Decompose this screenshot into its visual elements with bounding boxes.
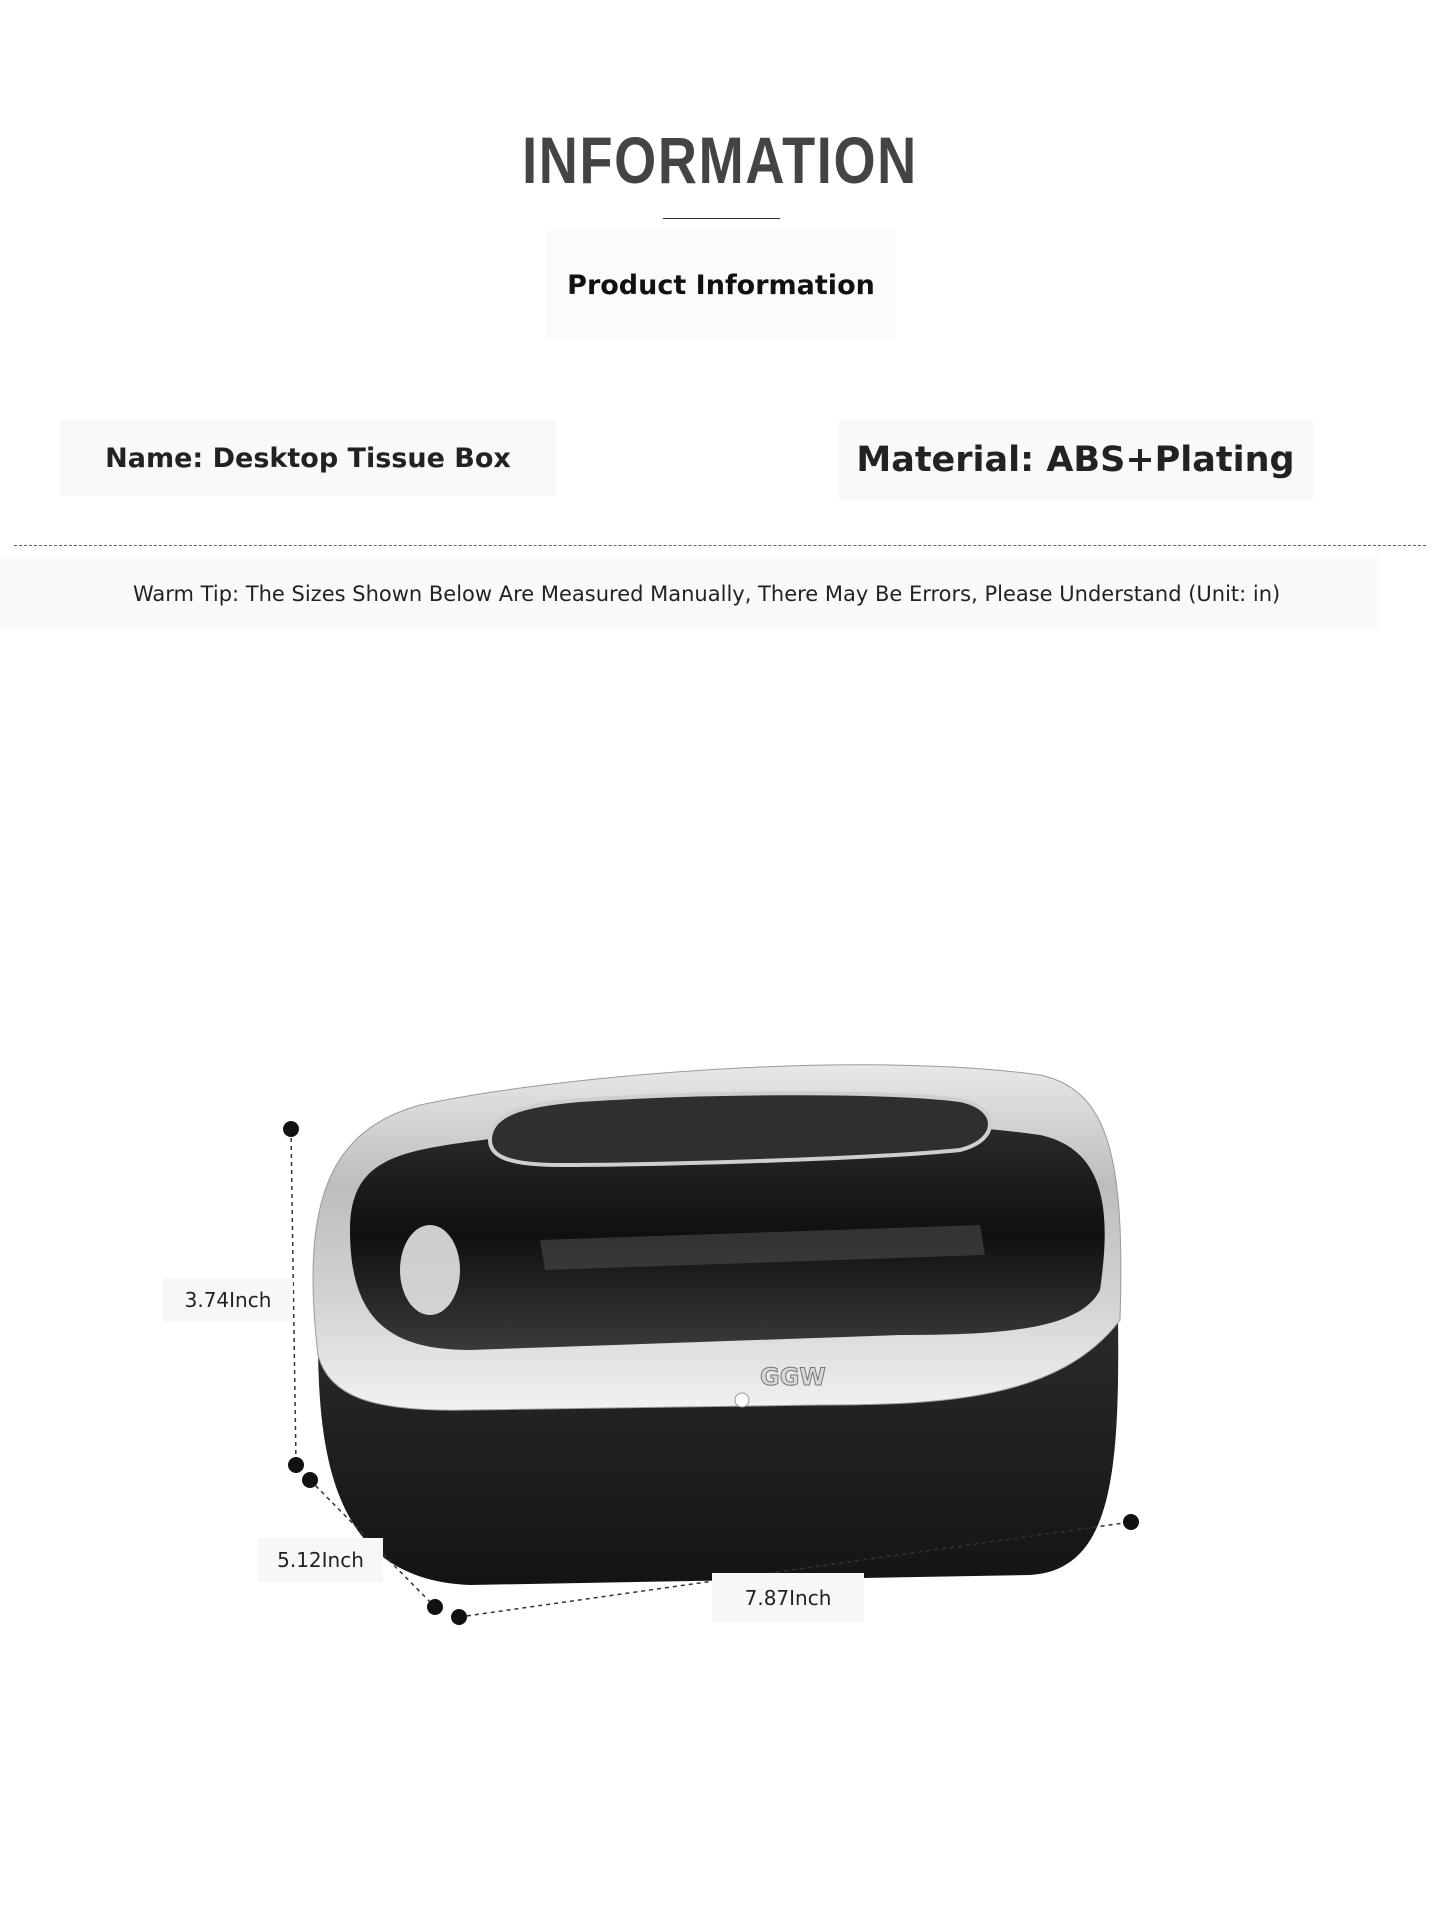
section-divider [14, 545, 1426, 546]
section-subtitle: Product Information [546, 230, 896, 340]
depth-dimension-label: 5.12Inch [258, 1538, 383, 1582]
tissue-box-body [313, 1065, 1121, 1585]
width-dimension-label: 7.87Inch [712, 1573, 864, 1623]
title-underline [663, 218, 780, 219]
product-name: Name: Desktop Tissue Box [60, 420, 556, 496]
page-title: INFORMATION [522, 123, 918, 197]
warm-tip: Warm Tip: The Sizes Shown Below Are Measured Manually, There May Be Errors, Please Understand (Unit: in) [0, 558, 1380, 630]
height-dimension-label: 3.74Inch [163, 1278, 293, 1322]
brand-mark: GGW [760, 1363, 826, 1391]
product-material: Material: ABS+Plating [838, 420, 1313, 500]
